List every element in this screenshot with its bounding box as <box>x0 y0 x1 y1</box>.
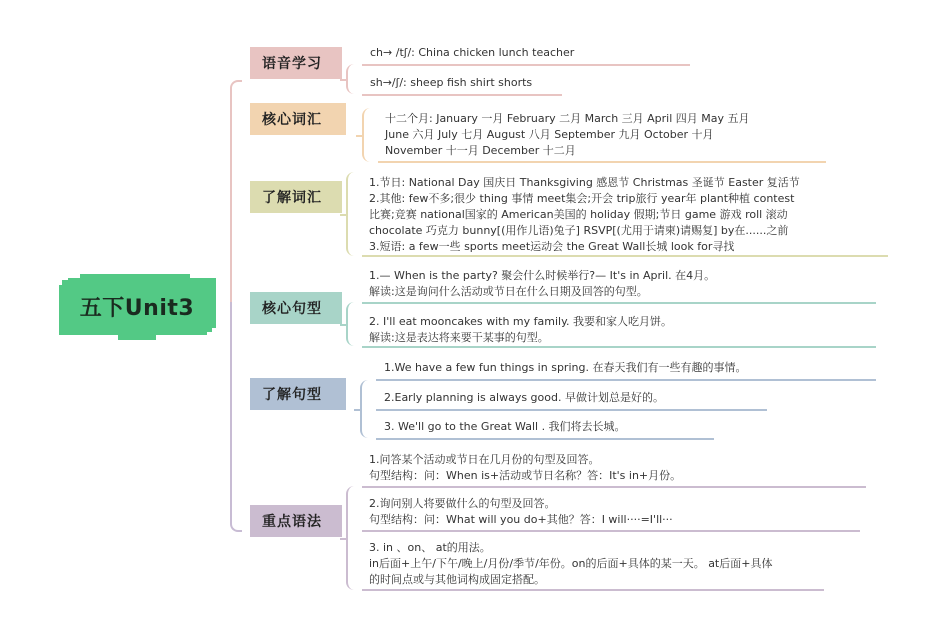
leaf-rule <box>376 379 876 381</box>
sub-brace-phonics <box>346 64 356 94</box>
leaf-extra-sentence-3: 3. We'll go to the Great Wall . 我们将去长城。 <box>384 420 626 433</box>
leaf-rule <box>376 438 714 440</box>
leaf-rule <box>362 486 866 488</box>
leaf-rule <box>362 530 860 532</box>
leaf-rule <box>362 589 824 591</box>
sub-brace-key-grammar <box>346 486 356 590</box>
sub-brace-extra-vocabulary <box>346 172 356 256</box>
sub-brace-core-sentences <box>346 302 356 346</box>
branch-extra-sentences[interactable] <box>250 378 346 410</box>
leaf-extra-sentence-1: 1.We have a few fun things in spring. 在春天我们有一些有趣的事情。 <box>384 361 747 374</box>
leaf-core-sentence-2: 2. I'll eat mooncakes with my family. 我要和家人吃月饼。 解读:这是表达将来要干某事的句型。 <box>369 315 673 344</box>
leaf-phonics-sh: sh→/ʃ/: sheep fish shirt shorts <box>370 76 533 89</box>
branch-label: 语音学习 <box>262 56 322 72</box>
branch-core-sentences[interactable] <box>250 292 342 324</box>
root-node[interactable] <box>62 280 212 332</box>
leaf-rule <box>362 346 876 348</box>
leaf-months: 十二个月: January 一月 February 二月 March 三月 April 四月 May 五月 June 六月 July 七月 August 八月 September 九月 October 十月 November 十一月 December 十二月 <box>385 112 750 157</box>
leaf-extra-vocabulary: 1.节日: National Day 国庆日 Thanksgiving 感恩节 Christmas 圣诞节 Easter 复活节 2.其他: few不多;很少 thing 事情 meet集会;开会 trip旅行 year年 plant种植 contest 比赛;竞赛 national国家的 American美国的 holiday 假期;节日 game 游戏 roll 滚动 chocolate 巧克力 bunny[(用作儿语)兔子] RSVP[(尤用于请柬)请赐复] by在......之前 3.短语: a few一些 sports meet运动会 the Great Wall长城 look for寻找 <box>369 176 800 253</box>
branch-label: 了解句型 <box>262 387 322 403</box>
leaf-rule <box>362 255 888 257</box>
main-brace-upper <box>230 80 242 304</box>
branch-extra-vocabulary[interactable] <box>250 181 342 213</box>
leaf-grammar-3: 3. in 、on、 at的用法。 in后面+上午/下午/晚上/月份/季节/年份。on的后面+具体的某一天。 at后面+具体 的时间点或与其他词构成固定搭配。 <box>369 541 773 586</box>
leaf-rule <box>362 302 876 304</box>
branch-label: 核心词汇 <box>262 112 322 128</box>
leaf-rule <box>376 409 767 411</box>
branch-phonics[interactable] <box>250 47 342 79</box>
branch-label: 核心句型 <box>262 301 322 317</box>
root-title: 五下Unit3 <box>79 295 195 321</box>
leaf-rule <box>378 161 826 163</box>
leaf-grammar-1: 1.问答某个活动或节日在几月份的句型及回答。 句型结构：问：When is+活动或节日名称？答：It's in+月份。 <box>369 453 682 482</box>
main-brace-lower <box>230 302 242 532</box>
branch-label: 了解词汇 <box>262 190 322 206</box>
branch-core-vocabulary[interactable] <box>250 103 346 135</box>
leaf-rule <box>362 94 562 96</box>
leaf-extra-sentence-2: 2.Early planning is always good. 早做计划总是好的。 <box>384 391 664 404</box>
branch-label: 重点语法 <box>262 514 322 530</box>
leaf-phonics-ch: ch→ /tʃ/: China chicken lunch teacher <box>370 46 575 59</box>
leaf-rule <box>362 64 690 66</box>
sub-brace-extra-sentences <box>360 380 370 438</box>
leaf-core-sentence-1: 1.— When is the party? 聚会什么时候举行?— It's in April. 在4月。 解读:这是询问什么活动或节日在什么日期及回答的句型。 <box>369 269 716 298</box>
leaf-grammar-2: 2.询问别人将要做什么的句型及回答。 句型结构：问：What will you do+其他？答：I will····=I'll··· <box>369 497 673 526</box>
branch-key-grammar[interactable] <box>250 505 342 537</box>
sub-brace-core-vocabulary <box>362 108 372 162</box>
